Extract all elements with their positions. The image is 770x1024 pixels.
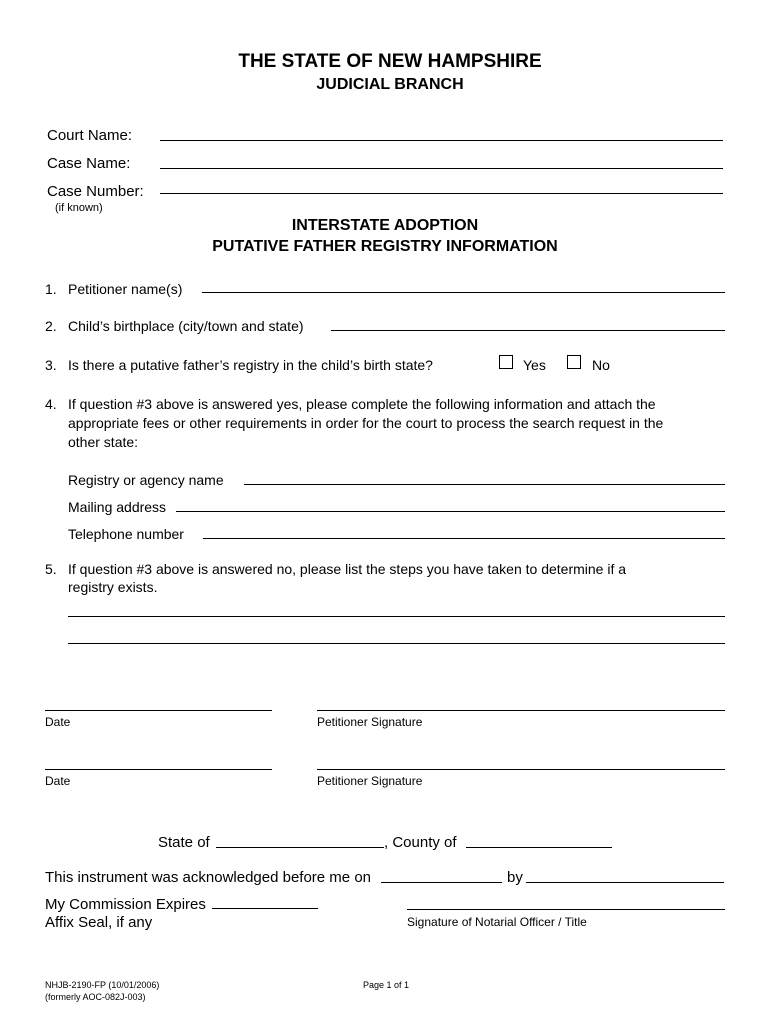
petitioner-name-field[interactable] bbox=[202, 292, 725, 293]
no-label: No bbox=[592, 357, 610, 373]
petitioner-signature-label-2: Petitioner Signature bbox=[317, 774, 423, 788]
q4-number: 4. bbox=[45, 396, 57, 412]
court-name-field[interactable] bbox=[160, 140, 723, 141]
q3-label: Is there a putative father’s registry in the child’s birth state? bbox=[68, 357, 433, 373]
mailing-address-label: Mailing address bbox=[68, 499, 167, 515]
registry-name-label: Registry or agency name bbox=[68, 472, 224, 488]
state-field[interactable] bbox=[216, 847, 384, 848]
case-number-note: (if known) bbox=[55, 202, 103, 214]
page-title: THE STATE OF NEW HAMPSHIRE bbox=[238, 51, 542, 72]
registry-name-field[interactable] bbox=[244, 484, 725, 485]
q2-number: 2. bbox=[45, 318, 57, 334]
telephone-label: Telephone number bbox=[68, 526, 184, 542]
q1-label: Petitioner name(s) bbox=[68, 281, 183, 297]
seal-label: Affix Seal, if any bbox=[45, 914, 153, 931]
q3-number: 3. bbox=[45, 357, 57, 373]
date-field-1[interactable] bbox=[45, 710, 272, 711]
case-name-label: Case Name: bbox=[47, 155, 131, 172]
q5-text-line1: If question #3 above is answered no, please list the steps you have taken to determine if a bbox=[68, 561, 627, 577]
case-name-field[interactable] bbox=[160, 168, 723, 169]
case-number-field[interactable] bbox=[160, 193, 723, 194]
acknowledged-by-field[interactable] bbox=[526, 882, 724, 883]
date-label-1: Date bbox=[45, 715, 71, 729]
q5-number: 5. bbox=[45, 561, 57, 577]
steps-field-line2[interactable] bbox=[68, 643, 725, 644]
case-number-label: Case Number: bbox=[47, 183, 144, 200]
notary-signature-label: Signature of Notarial Officer / Title bbox=[407, 915, 587, 929]
yes-label: Yes bbox=[523, 357, 546, 373]
commission-expires-field[interactable] bbox=[212, 908, 318, 909]
page-subtitle: JUDICIAL BRANCH bbox=[316, 76, 464, 93]
q4-text-line1: If question #3 above is answered yes, please complete the following information and attach the bbox=[68, 396, 656, 412]
commission-label: My Commission Expires bbox=[45, 896, 206, 913]
form-title-line1: INTERSTATE ADOPTION bbox=[291, 217, 479, 234]
acknowledged-label: This instrument was acknowledged before me on bbox=[45, 869, 372, 886]
no-checkbox[interactable] bbox=[567, 355, 581, 369]
date-label-2: Date bbox=[45, 774, 71, 788]
petitioner-signature-label-1: Petitioner Signature bbox=[317, 715, 423, 729]
steps-field-line1[interactable] bbox=[68, 616, 725, 617]
county-field[interactable] bbox=[466, 847, 612, 848]
formerly-id: (formerly AOC-082J-003) bbox=[45, 992, 146, 1002]
state-of-label: State of bbox=[158, 834, 210, 851]
q1-number: 1. bbox=[45, 281, 57, 297]
petitioner-signature-field-1[interactable] bbox=[317, 710, 725, 711]
q4-text-line3: other state: bbox=[68, 434, 139, 450]
form-title-line2: PUTATIVE FATHER REGISTRY INFORMATION bbox=[212, 238, 558, 255]
birthplace-field[interactable] bbox=[331, 330, 725, 331]
notary-signature-field[interactable] bbox=[407, 909, 725, 910]
court-name-label: Court Name: bbox=[47, 127, 133, 144]
mailing-address-field[interactable] bbox=[176, 511, 725, 512]
date-field-2[interactable] bbox=[45, 769, 272, 770]
page-number: Page 1 of 1 bbox=[363, 980, 410, 990]
county-of-label: , County of bbox=[384, 834, 457, 851]
acknowledged-date-field[interactable] bbox=[381, 882, 502, 883]
q2-label: Child’s birthplace (city/town and state) bbox=[68, 318, 304, 334]
telephone-field[interactable] bbox=[203, 538, 725, 539]
by-label: by bbox=[507, 869, 523, 886]
q5-text-line2: registry exists. bbox=[68, 579, 158, 595]
yes-checkbox[interactable] bbox=[499, 355, 513, 369]
petitioner-signature-field-2[interactable] bbox=[317, 769, 725, 770]
form-id: NHJB-2190-FP (10/01/2006) bbox=[45, 980, 160, 990]
q4-text-line2: appropriate fees or other requirements in order for the court to process the search request in the bbox=[68, 415, 664, 431]
